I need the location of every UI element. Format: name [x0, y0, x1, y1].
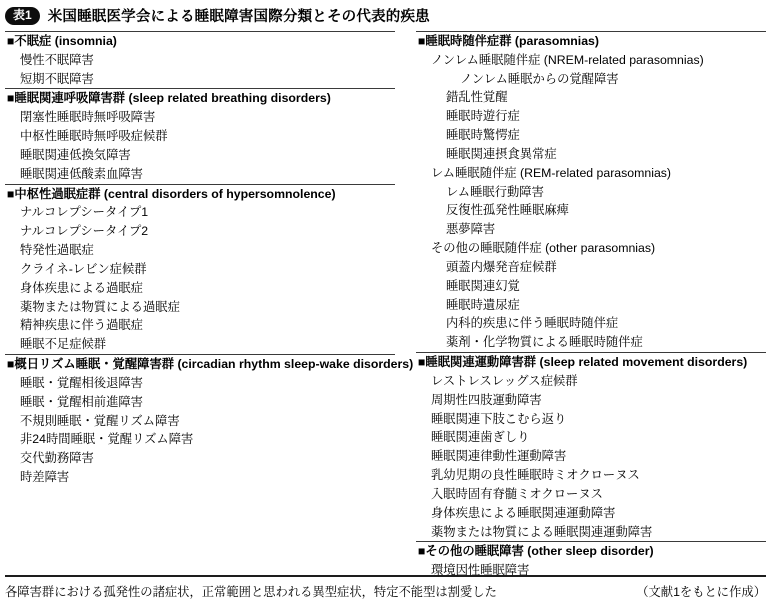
table-row: クライネ-レビン症候群: [20, 261, 147, 276]
table-row: 睡眠時驚愕症: [446, 128, 520, 143]
table-row: 非24時間睡眠・覚醒リズム障害: [20, 432, 194, 447]
footnote-text: 各障害群における孤発性の諸症状，正常範囲と思われる異型症状，特定不能型は割愛した: [5, 585, 497, 599]
table-row: 反復性孤発性睡眠麻痺: [446, 203, 569, 218]
section-header: ■睡眠関連呼吸障害群 (sleep related breathing disorders): [7, 91, 331, 106]
table-row: 睡眠・覚醒相後退障害: [20, 375, 143, 390]
table-row: 慢性不眠障害: [20, 52, 94, 67]
table-section: [5, 31, 395, 88]
section-header: ■その他の睡眠障害 (other sleep disorder): [418, 544, 654, 559]
table-row: 環境因性睡眠障害: [431, 563, 530, 578]
table-row: ナルコレプシータイプ1: [20, 205, 149, 220]
table-row: その他の睡眠随伴症 (other parasomnias): [431, 241, 656, 256]
table-row: 睡眠関連低酸素血障害: [20, 166, 143, 181]
table-row: 交代勤務障害: [20, 451, 94, 466]
table-row: 睡眠関連幻覚: [446, 278, 520, 293]
table-number-badge: 表1: [5, 7, 40, 25]
section-header: ■概日リズム睡眠・覚醒障害群 (circadian rhythm sleep-wake disorders): [7, 357, 414, 372]
table-row: ナルコレプシータイプ2: [20, 224, 149, 239]
section-header: ■睡眠時随伴症群 (parasomnias): [418, 34, 599, 48]
table-footnote: [5, 582, 766, 600]
table-row: ノンレム睡眠からの覚醒障害: [460, 71, 619, 86]
table-section: [416, 352, 766, 541]
table-row: 頭蓋内爆発音症候群: [446, 259, 557, 274]
table-row: レストレスレッグス症候群: [431, 373, 578, 388]
table-section: [416, 31, 766, 352]
table-row: 睡眠関連低換気障害: [20, 147, 131, 162]
table-row: レム睡眠行動障害: [446, 184, 544, 199]
table-row: レム睡眠随伴症 (REM-related parasomnias): [431, 165, 672, 180]
right-column: [416, 31, 766, 578]
table-section: [5, 354, 414, 487]
table-row: 乳幼児期の良性睡眠時ミオクローヌス: [431, 468, 640, 483]
table-row: 内科的疾患に伴う睡眠時随伴症: [446, 316, 619, 331]
table-section: [5, 184, 395, 354]
table-section: [5, 88, 395, 183]
table-row: 精神疾患に伴う過眠症: [20, 318, 143, 333]
table-row: 睡眠関連下肢こむら返り: [431, 411, 567, 426]
table-row: 薬物または物質による過眠症: [20, 299, 180, 314]
section-header: ■睡眠関連運動障害群 (sleep related movement disorders): [418, 355, 748, 370]
table-row: 特発性過眠症: [20, 243, 94, 258]
table-row: 身体疾患による睡眠関連運動障害: [431, 505, 616, 520]
table-row: 睡眠時遊行症: [446, 109, 520, 124]
table-row: 睡眠関連摂食異常症: [446, 146, 557, 161]
table-row: 睡眠・覚醒相前進障害: [20, 394, 143, 409]
table-row: 錯乱性覚醒: [446, 90, 508, 105]
table-row: 悪夢障害: [446, 222, 496, 237]
table-row: 時差障害: [20, 470, 70, 485]
table-row: 薬物または物質による睡眠関連運動障害: [431, 524, 653, 539]
table-row: 中枢性睡眠時無呼吸症候群: [20, 129, 168, 144]
page-title: 米国睡眠医学会による睡眠障害国際分類とその代表的疾患: [47, 9, 430, 25]
table-caption: [5, 5, 430, 26]
table-row: 身体疾患による過眠症: [20, 280, 143, 295]
section-header: ■中枢性過眠症群 (central disorders of hypersomnolence): [7, 186, 336, 201]
table-section: [416, 541, 766, 580]
left-column: [5, 31, 414, 575]
table-row: 薬剤・化学物質による睡眠時随伴症: [446, 335, 643, 350]
table-row: 短期不眠障害: [20, 71, 94, 86]
table-row: 不規則睡眠・覚醒リズム障害: [20, 413, 180, 428]
table-row: 周期性四肢運動障害: [431, 392, 542, 407]
table-row: 睡眠関連律動性運動障害: [431, 449, 567, 464]
table-row: 睡眠関連歯ぎしり: [431, 430, 530, 445]
table-row: 閉塞性睡眠時無呼吸障害: [20, 110, 156, 125]
table-row: 睡眠不足症候群: [20, 337, 107, 352]
classification-table: [5, 31, 766, 577]
table-row: 入眠時固有脊髄ミオクローヌス: [431, 486, 603, 501]
table-row: ノンレム睡眠随伴症 (NREM-related parasomnias): [431, 52, 704, 67]
source-attribution: （文献1をもとに作成）: [636, 585, 766, 599]
section-header: ■不眠症 (insomnia): [7, 34, 117, 48]
table-row: 睡眠時遺尿症: [446, 297, 520, 312]
